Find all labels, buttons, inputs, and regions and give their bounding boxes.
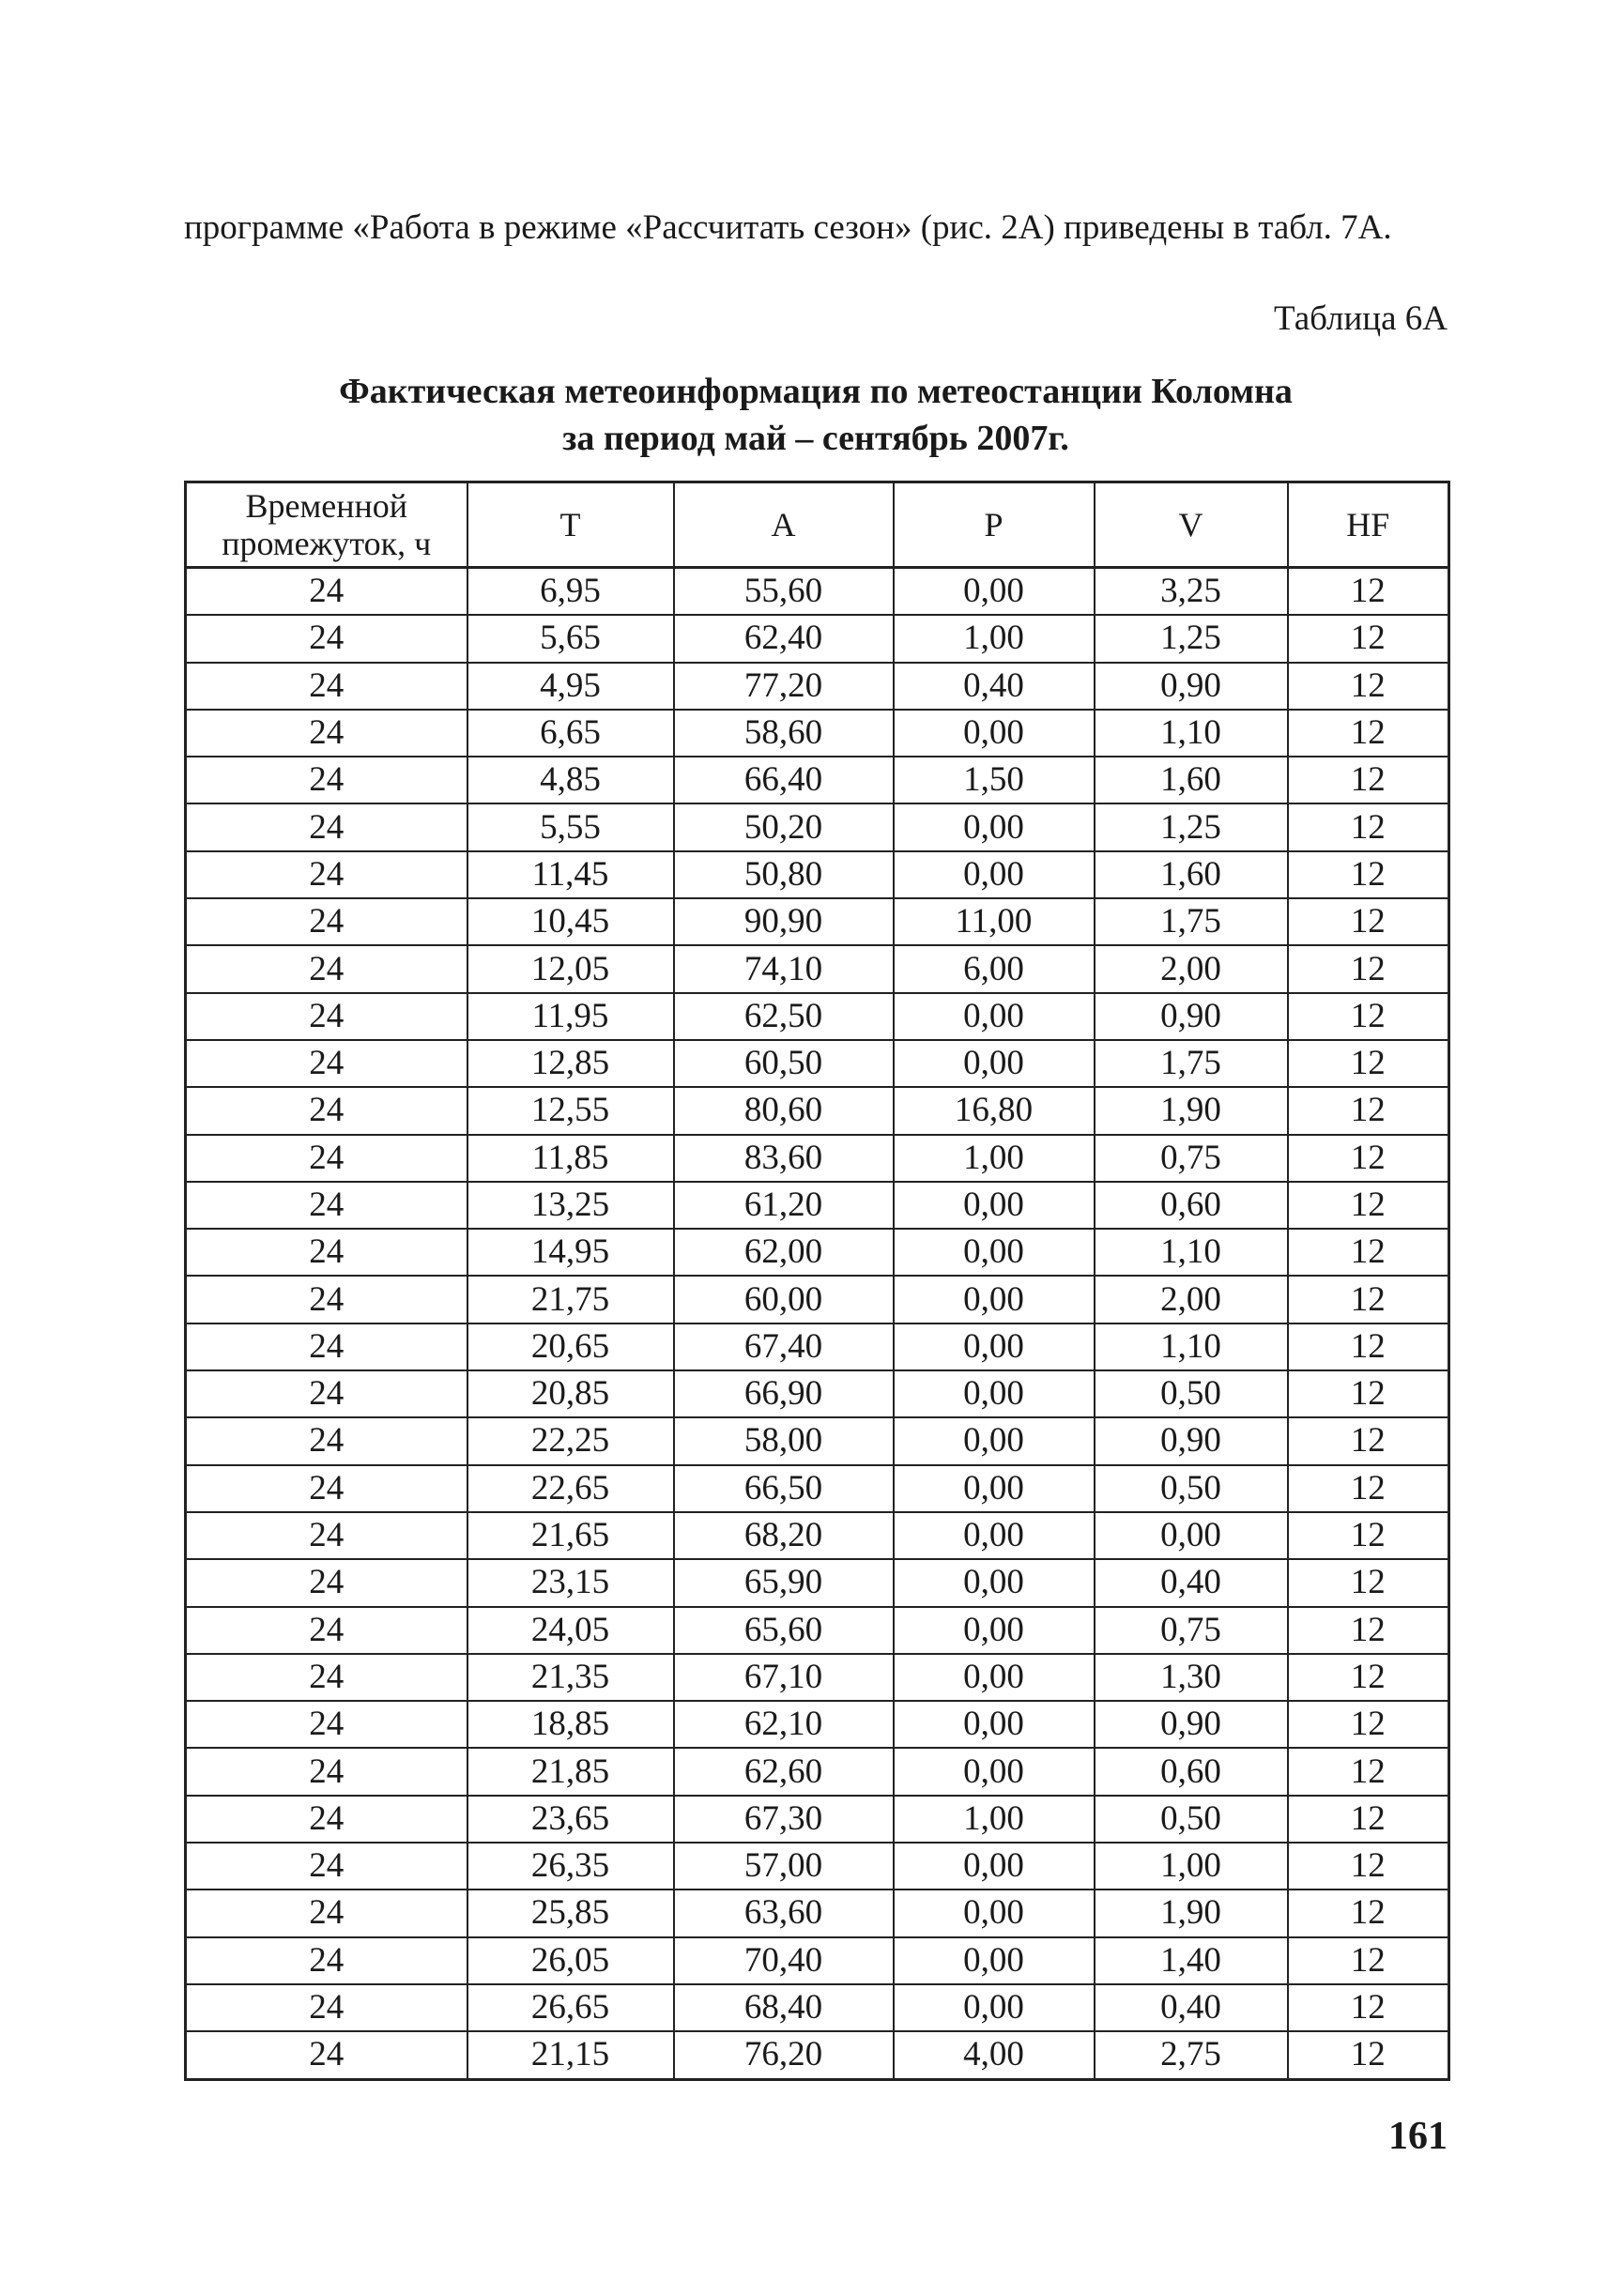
cell-p: 0,00 <box>894 1229 1095 1276</box>
cell-v: 0,40 <box>1095 1559 1288 1606</box>
cell-time-interval: 24 <box>186 1890 467 1936</box>
cell-hf: 12 <box>1288 757 1449 803</box>
cell-hf: 12 <box>1288 945 1449 992</box>
cell-v: 0,40 <box>1095 1984 1288 2031</box>
cell-v: 1,40 <box>1095 1937 1288 1984</box>
table-row <box>186 1701 1449 1748</box>
table-row <box>186 1087 1449 1134</box>
cell-a: 62,50 <box>674 993 894 1040</box>
table-row <box>186 898 1449 945</box>
cell-t: 11,85 <box>467 1135 674 1182</box>
cell-p: 0,00 <box>894 1417 1095 1464</box>
table-row <box>186 1135 1449 1182</box>
cell-v: 0,00 <box>1095 1512 1288 1559</box>
cell-t: 21,65 <box>467 1512 674 1559</box>
cell-a: 62,10 <box>674 1701 894 1748</box>
cell-a: 57,00 <box>674 1843 894 1890</box>
cell-hf: 12 <box>1288 710 1449 757</box>
cell-t: 26,35 <box>467 1843 674 1890</box>
cell-p: 0,00 <box>894 1654 1095 1701</box>
cell-p: 0,00 <box>894 1748 1095 1795</box>
cell-a: 58,60 <box>674 710 894 757</box>
cell-a: 58,00 <box>674 1417 894 1464</box>
table-row <box>186 1465 1449 1512</box>
cell-v: 1,00 <box>1095 1843 1288 1890</box>
cell-hf: 12 <box>1288 1323 1449 1370</box>
table-header-row <box>186 482 1449 568</box>
cell-v: 1,25 <box>1095 803 1288 850</box>
cell-a: 62,00 <box>674 1229 894 1276</box>
table-row <box>186 945 1449 992</box>
cell-v: 1,10 <box>1095 710 1288 757</box>
cell-p: 0,00 <box>894 1323 1095 1370</box>
cell-t: 13,25 <box>467 1182 674 1229</box>
cell-time-interval: 24 <box>186 1087 467 1134</box>
cell-v: 1,90 <box>1095 1087 1288 1134</box>
cell-time-interval: 24 <box>186 1417 467 1464</box>
cell-hf: 12 <box>1288 1701 1449 1748</box>
cell-t: 26,65 <box>467 1984 674 2031</box>
cell-hf: 12 <box>1288 1843 1449 1890</box>
cell-p: 0,00 <box>894 1040 1095 1087</box>
table-row <box>186 1654 1449 1701</box>
cell-a: 66,50 <box>674 1465 894 1512</box>
cell-a: 67,30 <box>674 1796 894 1843</box>
cell-time-interval: 24 <box>186 993 467 1040</box>
table-row <box>186 1984 1449 2031</box>
cell-v: 0,75 <box>1095 1135 1288 1182</box>
cell-a: 68,40 <box>674 1984 894 2031</box>
cell-hf: 12 <box>1288 615 1449 662</box>
cell-a: 50,80 <box>674 851 894 898</box>
cell-hf: 12 <box>1288 1748 1449 1795</box>
cell-v: 0,60 <box>1095 1748 1288 1795</box>
cell-v: 2,00 <box>1095 1276 1288 1323</box>
cell-hf: 12 <box>1288 1984 1449 2031</box>
cell-time-interval: 24 <box>186 1040 467 1087</box>
cell-hf: 12 <box>1288 1417 1449 1464</box>
cell-v: 0,50 <box>1095 1370 1288 1417</box>
cell-a: 70,40 <box>674 1937 894 1984</box>
cell-hf: 12 <box>1288 993 1449 1040</box>
table-row <box>186 1417 1449 1464</box>
cell-p: 0,00 <box>894 1182 1095 1229</box>
cell-time-interval: 24 <box>186 1135 467 1182</box>
column-header-time-interval: Временной промежуток, ч <box>186 482 467 568</box>
table-body <box>186 568 1449 2080</box>
cell-t: 24,05 <box>467 1607 674 1654</box>
cell-p: 0,00 <box>894 1607 1095 1654</box>
cell-a: 74,10 <box>674 945 894 992</box>
cell-time-interval: 24 <box>186 1937 467 1984</box>
cell-hf: 12 <box>1288 1087 1449 1134</box>
cell-v: 3,25 <box>1095 568 1288 616</box>
cell-p: 4,00 <box>894 2031 1095 2079</box>
cell-v: 1,10 <box>1095 1229 1288 1276</box>
cell-t: 25,85 <box>467 1890 674 1936</box>
cell-t: 5,55 <box>467 803 674 850</box>
column-header-v: V <box>1095 482 1288 568</box>
table-row <box>186 2031 1449 2079</box>
cell-time-interval: 24 <box>186 1654 467 1701</box>
table-row <box>186 1370 1449 1417</box>
cell-time-interval: 24 <box>186 1559 467 1606</box>
cell-p: 1,00 <box>894 615 1095 662</box>
cell-p: 16,80 <box>894 1087 1095 1134</box>
cell-hf: 12 <box>1288 898 1449 945</box>
intro-paragraph: программе «Работа в режиме «Рассчитать сезон» (рис. 2А) приведены в табл. 7А. <box>184 208 1392 247</box>
cell-time-interval: 24 <box>186 663 467 710</box>
cell-time-interval: 24 <box>186 615 467 662</box>
cell-hf: 12 <box>1288 1890 1449 1936</box>
cell-hf: 12 <box>1288 1512 1449 1559</box>
cell-p: 0,00 <box>894 993 1095 1040</box>
table-row <box>186 1229 1449 1276</box>
cell-p: 1,00 <box>894 1796 1095 1843</box>
cell-time-interval: 24 <box>186 1370 467 1417</box>
cell-hf: 12 <box>1288 568 1449 616</box>
table-row <box>186 1182 1449 1229</box>
cell-a: 63,60 <box>674 1890 894 1936</box>
cell-t: 21,75 <box>467 1276 674 1323</box>
cell-time-interval: 24 <box>186 1465 467 1512</box>
cell-a: 68,20 <box>674 1512 894 1559</box>
table-row <box>186 663 1449 710</box>
cell-v: 0,50 <box>1095 1796 1288 1843</box>
cell-t: 10,45 <box>467 898 674 945</box>
cell-hf: 12 <box>1288 1229 1449 1276</box>
cell-hf: 12 <box>1288 1135 1449 1182</box>
cell-time-interval: 24 <box>186 1182 467 1229</box>
cell-p: 0,00 <box>894 1370 1095 1417</box>
cell-t: 22,65 <box>467 1465 674 1512</box>
cell-time-interval: 24 <box>186 1229 467 1276</box>
cell-p: 0,00 <box>894 1559 1095 1606</box>
table-title-line-2: за период май – сентябрь 2007г. <box>562 419 1069 458</box>
cell-t: 20,85 <box>467 1370 674 1417</box>
cell-a: 60,50 <box>674 1040 894 1087</box>
table-row <box>186 1512 1449 1559</box>
table-row <box>186 1937 1449 1984</box>
table-row <box>186 1607 1449 1654</box>
cell-time-interval: 24 <box>186 945 467 992</box>
cell-v: 0,60 <box>1095 1182 1288 1229</box>
cell-t: 6,65 <box>467 710 674 757</box>
cell-hf: 12 <box>1288 1937 1449 1984</box>
cell-time-interval: 24 <box>186 1843 467 1890</box>
cell-a: 65,60 <box>674 1607 894 1654</box>
cell-v: 1,60 <box>1095 851 1288 898</box>
cell-time-interval: 24 <box>186 1276 467 1323</box>
cell-t: 20,65 <box>467 1323 674 1370</box>
table-row <box>186 1843 1449 1890</box>
cell-t: 12,05 <box>467 945 674 992</box>
cell-a: 90,90 <box>674 898 894 945</box>
cell-p: 0,00 <box>894 1512 1095 1559</box>
cell-hf: 12 <box>1288 1654 1449 1701</box>
weather-data-table <box>184 481 1450 2081</box>
cell-t: 21,15 <box>467 2031 674 2079</box>
cell-time-interval: 24 <box>186 568 467 616</box>
cell-p: 0,00 <box>894 710 1095 757</box>
cell-v: 0,75 <box>1095 1607 1288 1654</box>
table-row <box>186 803 1449 850</box>
table-row <box>186 710 1449 757</box>
cell-p: 0,00 <box>894 1701 1095 1748</box>
cell-hf: 12 <box>1288 663 1449 710</box>
column-header-hf: HF <box>1288 482 1449 568</box>
cell-v: 0,90 <box>1095 993 1288 1040</box>
cell-p: 0,00 <box>894 1465 1095 1512</box>
cell-t: 6,95 <box>467 568 674 616</box>
cell-time-interval: 24 <box>186 1701 467 1748</box>
cell-hf: 12 <box>1288 1607 1449 1654</box>
cell-hf: 12 <box>1288 1370 1449 1417</box>
cell-p: 0,00 <box>894 1843 1095 1890</box>
cell-time-interval: 24 <box>186 757 467 803</box>
cell-time-interval: 24 <box>186 898 467 945</box>
cell-t: 22,25 <box>467 1417 674 1464</box>
cell-hf: 12 <box>1288 2031 1449 2079</box>
cell-v: 1,10 <box>1095 1323 1288 1370</box>
cell-hf: 12 <box>1288 803 1449 850</box>
cell-p: 0,00 <box>894 851 1095 898</box>
cell-hf: 12 <box>1288 851 1449 898</box>
cell-hf: 12 <box>1288 1796 1449 1843</box>
cell-t: 21,35 <box>467 1654 674 1701</box>
table-title-line-1: Фактическая метеоинформация по метеостанции Коломна <box>339 372 1293 411</box>
cell-v: 0,50 <box>1095 1465 1288 1512</box>
column-header-t: T <box>467 482 674 568</box>
cell-a: 50,20 <box>674 803 894 850</box>
cell-a: 62,40 <box>674 615 894 662</box>
cell-a: 62,60 <box>674 1748 894 1795</box>
cell-a: 77,20 <box>674 663 894 710</box>
cell-p: 1,50 <box>894 757 1095 803</box>
cell-p: 0,00 <box>894 1276 1095 1323</box>
cell-a: 61,20 <box>674 1182 894 1229</box>
cell-a: 66,90 <box>674 1370 894 1417</box>
table-row <box>186 1323 1449 1370</box>
cell-hf: 12 <box>1288 1182 1449 1229</box>
table-row <box>186 1890 1449 1936</box>
cell-time-interval: 24 <box>186 1796 467 1843</box>
cell-t: 5,65 <box>467 615 674 662</box>
cell-time-interval: 24 <box>186 1607 467 1654</box>
cell-p: 0,00 <box>894 803 1095 850</box>
cell-p: 0,00 <box>894 568 1095 616</box>
cell-p: 0,00 <box>894 1937 1095 1984</box>
cell-v: 0,90 <box>1095 663 1288 710</box>
cell-v: 1,60 <box>1095 757 1288 803</box>
table-row <box>186 1559 1449 1606</box>
cell-t: 11,45 <box>467 851 674 898</box>
cell-t: 4,85 <box>467 757 674 803</box>
cell-t: 18,85 <box>467 1701 674 1748</box>
cell-v: 2,00 <box>1095 945 1288 992</box>
cell-time-interval: 24 <box>186 1748 467 1795</box>
cell-a: 67,40 <box>674 1323 894 1370</box>
table-title <box>184 368 1448 462</box>
cell-time-interval: 24 <box>186 851 467 898</box>
page-number: 161 <box>1388 2115 1448 2158</box>
cell-time-interval: 24 <box>186 1512 467 1559</box>
cell-t: 12,55 <box>467 1087 674 1134</box>
table-row <box>186 1040 1449 1087</box>
cell-a: 83,60 <box>674 1135 894 1182</box>
cell-v: 0,90 <box>1095 1417 1288 1464</box>
cell-a: 60,00 <box>674 1276 894 1323</box>
cell-hf: 12 <box>1288 1276 1449 1323</box>
cell-t: 21,85 <box>467 1748 674 1795</box>
table-row <box>186 568 1449 616</box>
table-row <box>186 1748 1449 1795</box>
cell-p: 0,00 <box>894 1984 1095 2031</box>
cell-a: 66,40 <box>674 757 894 803</box>
table-caption: Таблица 6А <box>1274 299 1448 338</box>
cell-v: 1,25 <box>1095 615 1288 662</box>
cell-v: 0,90 <box>1095 1701 1288 1748</box>
cell-hf: 12 <box>1288 1465 1449 1512</box>
cell-time-interval: 24 <box>186 1984 467 2031</box>
cell-v: 1,30 <box>1095 1654 1288 1701</box>
cell-a: 65,90 <box>674 1559 894 1606</box>
cell-v: 1,75 <box>1095 898 1288 945</box>
cell-v: 1,90 <box>1095 1890 1288 1936</box>
cell-t: 23,65 <box>467 1796 674 1843</box>
table-row <box>186 993 1449 1040</box>
cell-t: 14,95 <box>467 1229 674 1276</box>
cell-t: 11,95 <box>467 993 674 1040</box>
table-row <box>186 1796 1449 1843</box>
cell-t: 4,95 <box>467 663 674 710</box>
table-row <box>186 615 1449 662</box>
cell-a: 67,10 <box>674 1654 894 1701</box>
cell-time-interval: 24 <box>186 803 467 850</box>
cell-p: 11,00 <box>894 898 1095 945</box>
cell-t: 12,85 <box>467 1040 674 1087</box>
cell-p: 0,00 <box>894 1890 1095 1936</box>
cell-a: 76,20 <box>674 2031 894 2079</box>
column-header-p: P <box>894 482 1095 568</box>
cell-time-interval: 24 <box>186 710 467 757</box>
cell-a: 80,60 <box>674 1087 894 1134</box>
cell-a: 55,60 <box>674 568 894 616</box>
cell-v: 1,75 <box>1095 1040 1288 1087</box>
table-row <box>186 851 1449 898</box>
cell-hf: 12 <box>1288 1040 1449 1087</box>
column-header-a: A <box>674 482 894 568</box>
cell-time-interval: 24 <box>186 2031 467 2079</box>
table-row <box>186 1276 1449 1323</box>
cell-hf: 12 <box>1288 1559 1449 1606</box>
cell-time-interval: 24 <box>186 1323 467 1370</box>
cell-p: 1,00 <box>894 1135 1095 1182</box>
cell-v: 2,75 <box>1095 2031 1288 2079</box>
cell-t: 23,15 <box>467 1559 674 1606</box>
cell-t: 26,05 <box>467 1937 674 1984</box>
cell-p: 6,00 <box>894 945 1095 992</box>
table-row <box>186 757 1449 803</box>
cell-p: 0,40 <box>894 663 1095 710</box>
